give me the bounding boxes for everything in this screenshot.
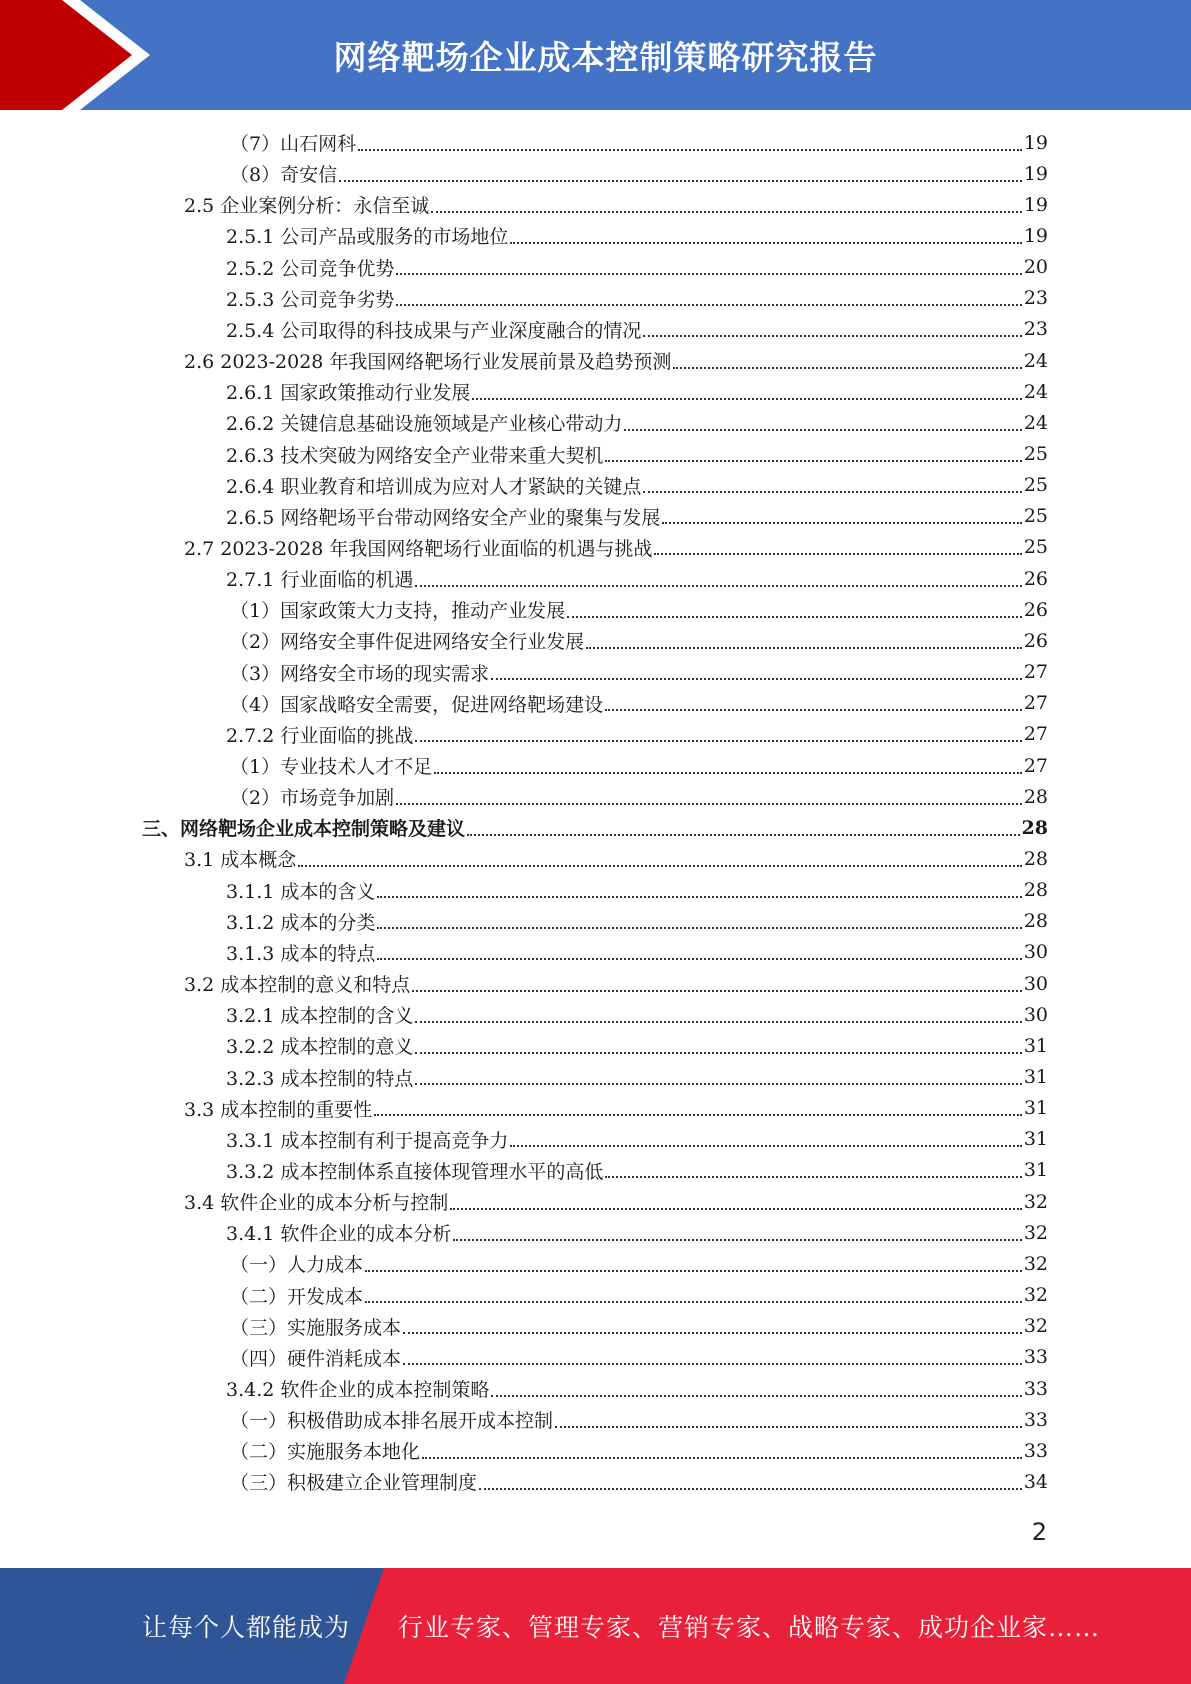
toc-entry-page: 31 [1023, 1159, 1048, 1182]
toc-dot-leader [450, 1208, 1022, 1210]
toc-entry-page: 19 [1023, 193, 1048, 216]
toc-entry[interactable] [230, 750, 1048, 781]
toc-entry-page: 25 [1023, 505, 1048, 528]
toc-dot-leader [358, 149, 1022, 151]
toc-entry[interactable] [184, 345, 1048, 376]
toc-entry-page: 30 [1023, 941, 1048, 964]
toc-dot-leader [431, 211, 1022, 213]
toc-entry[interactable] [230, 158, 1048, 189]
toc-entry-title: 三、网络靶场企业成本控制策略及建议 [142, 818, 466, 841]
footer-slogan-left: 让每个人都能成为 [142, 1613, 351, 1642]
toc-entry[interactable] [226, 906, 1048, 937]
toc-entry[interactable] [230, 688, 1048, 719]
toc-entry-page: 31 [1023, 1066, 1048, 1088]
toc-entry-page: 31 [1023, 1097, 1048, 1120]
toc-entry-title: 2.6.1 国家政策推动行业发展 [226, 382, 471, 405]
toc-dot-leader [396, 803, 1022, 805]
toc-entry-page: 27 [1023, 661, 1048, 684]
toc-dot-leader [396, 304, 1021, 306]
toc-entry-title: （一）人力成本 [230, 1254, 364, 1277]
toc-entry-title: 2.5 企业案例分析：永信至诚 [184, 195, 430, 218]
toc-entry[interactable] [226, 220, 1048, 251]
toc-entry-title: （1）国家政策大力支持，推动产业发展 [230, 600, 566, 623]
toc-dot-leader [643, 335, 1021, 337]
toc-dot-leader [374, 1114, 1022, 1116]
toc-entry[interactable] [226, 1030, 1048, 1061]
toc-entry[interactable] [226, 937, 1048, 968]
toc-dot-leader [491, 1395, 1021, 1397]
toc-entry-page: 23 [1023, 318, 1048, 341]
toc-entry[interactable] [226, 376, 1048, 407]
toc-entry[interactable] [184, 968, 1048, 999]
toc-entry-page: 19 [1023, 224, 1048, 247]
toc-dot-leader [654, 553, 1021, 555]
toc-dot-leader [415, 1021, 1021, 1023]
toc-entry-title: 2.6.4 职业教育和培训成为应对人才紧缺的关键点 [226, 475, 642, 498]
toc-dot-leader [491, 678, 1022, 680]
toc-entry-title: （8）奇安信 [230, 164, 338, 187]
toc-entry-page: 30 [1023, 972, 1048, 995]
toc-entry-title: （2）市场竞争加剧 [230, 787, 395, 810]
toc-dot-leader [434, 772, 1022, 774]
toc-entry-page: 20 [1023, 256, 1048, 279]
toc-entry[interactable] [230, 127, 1048, 158]
toc-entry-title: （四）硬件消耗成本 [230, 1347, 402, 1370]
toc-entry-title: 3.2.1 成本控制的含义 [226, 1005, 414, 1028]
page-number: 2 [1031, 1518, 1047, 1546]
toc-entry-title: （三）积极建立企业管理制度 [230, 1472, 478, 1495]
toc-entry-page: 28 [1023, 879, 1048, 902]
toc-entry-page: 24 [1023, 411, 1048, 434]
toc-entry-title: 3.3.2 成本控制体系直接体现管理水平的高低 [226, 1160, 604, 1183]
toc-entry-title: 3.1.1 成本的含义 [226, 880, 376, 903]
toc-entry[interactable] [184, 532, 1048, 563]
toc-entry-title: 3.2.2 成本控制的意义 [226, 1036, 414, 1059]
toc-entry[interactable] [226, 875, 1048, 906]
toc-dot-leader [662, 522, 1021, 524]
toc-entry[interactable] [230, 1248, 1048, 1279]
toc-dot-leader [365, 1270, 1022, 1272]
toc-entry[interactable] [226, 563, 1048, 594]
toc-entry-page: 31 [1023, 1128, 1048, 1151]
toc-entry-title: 2.6.5 网络靶场平台带动网络安全产业的聚集与发展 [226, 506, 661, 529]
toc-entry-page: 30 [1023, 1003, 1048, 1026]
toc-entry[interactable] [226, 1373, 1048, 1404]
toc-dot-leader [365, 1301, 1022, 1303]
toc-dot-leader [377, 896, 1021, 898]
toc-entry-page: 33 [1023, 1439, 1048, 1462]
toc-entry-page: 24 [1023, 349, 1048, 372]
toc-entry[interactable] [226, 439, 1048, 470]
toc-entry-title: （3）网络安全市场的现实需求 [230, 662, 490, 685]
toc-entry[interactable] [230, 1435, 1048, 1466]
toc-entry-page: 27 [1023, 723, 1048, 746]
toc-entry-title: 2.7.2 行业面临的挑战 [226, 724, 414, 747]
toc-dot-leader [510, 242, 1021, 244]
toc-entry-page: 28 [1023, 847, 1048, 870]
toc-entry-page: 32 [1023, 1190, 1048, 1213]
toc-entry[interactable] [142, 812, 1048, 843]
toc-entry[interactable] [230, 1404, 1048, 1435]
toc-dot-leader [298, 865, 1022, 867]
toc-entry-page: 25 [1023, 443, 1048, 465]
toc-entry-title: 2.6.3 技术突破为网络安全产业带来重大契机 [226, 444, 604, 467]
toc-entry-page: 33 [1023, 1377, 1048, 1400]
toc-entry[interactable] [226, 407, 1048, 438]
toc-entry-title: 2.5.4 公司取得的科技成果与产业深度融合的情况 [226, 319, 642, 342]
toc-entry[interactable] [226, 501, 1048, 532]
toc-entry-page: 26 [1023, 629, 1048, 652]
toc-entry-title: 3.4 软件企业的成本分析与控制 [184, 1192, 449, 1215]
toc-dot-leader [412, 990, 1022, 992]
toc-entry[interactable] [184, 189, 1048, 220]
toc-entry-page: 31 [1023, 1034, 1048, 1057]
toc-entry-page: 33 [1023, 1346, 1048, 1369]
toc-entry-page: 26 [1023, 567, 1048, 590]
toc-entry-title: 3.3.1 成本控制有利于提高竞争力 [226, 1129, 509, 1152]
toc-dot-leader [643, 491, 1021, 493]
toc-entry-page: 24 [1023, 380, 1048, 403]
toc-dot-leader [673, 367, 1021, 369]
toc-entry-title: （二）开发成本 [230, 1285, 364, 1308]
toc-entry-title: （1）专业技术人才不足 [230, 756, 433, 778]
toc-dot-leader [453, 1239, 1021, 1241]
toc-entry-title: 2.7.1 行业面临的机遇 [226, 569, 414, 592]
toc-entry-title: 3.4.1 软件企业的成本分析 [226, 1223, 452, 1246]
toc-entry[interactable] [230, 594, 1048, 625]
toc-dot-leader [567, 616, 1022, 618]
toc-entry-title: （2）网络安全事件促进网络安全行业发展 [230, 631, 585, 654]
toc-dot-leader [403, 1332, 1022, 1334]
toc-dot-leader [586, 647, 1022, 649]
toc-dot-leader [555, 1426, 1022, 1428]
toc-entry[interactable] [230, 1342, 1048, 1373]
toc-entry-page: 34 [1023, 1470, 1048, 1493]
toc-dot-leader [605, 1176, 1021, 1178]
toc-entry[interactable] [230, 1466, 1048, 1497]
toc-entry-title: 3.2 成本控制的意义和特点 [184, 974, 411, 997]
toc-entry-page: 32 [1023, 1284, 1048, 1307]
toc-entry-page: 32 [1023, 1315, 1048, 1338]
toc-entry[interactable] [230, 625, 1048, 656]
toc-entry-title: 2.5.1 公司产品或服务的市场地位 [226, 226, 509, 249]
toc-entry-page: 32 [1023, 1221, 1048, 1244]
toc-entry[interactable] [226, 1124, 1048, 1155]
toc-dot-leader [422, 1457, 1022, 1459]
toc-dot-leader [339, 180, 1022, 182]
toc-entry-page: 23 [1023, 287, 1048, 310]
toc-entry-title: 3.4.2 软件企业的成本控制策略 [226, 1379, 490, 1401]
footer-slogan-right: 行业专家、管理专家、营销专家、战略专家、成功企业家…… [398, 1613, 1101, 1642]
toc-dot-leader [472, 398, 1021, 400]
toc-dot-leader [377, 927, 1021, 929]
toc-entry[interactable] [230, 1311, 1048, 1342]
toc-dot-leader [479, 1488, 1022, 1490]
toc-entry[interactable] [226, 252, 1048, 283]
toc-entry-title: 3.1.3 成本的特点 [226, 942, 376, 965]
toc-entry-title: （4）国家战略安全需要，促进网络靶场建设 [230, 693, 604, 716]
toc-entry[interactable] [184, 1093, 1048, 1124]
toc-dot-leader [624, 429, 1021, 431]
toc-entry[interactable] [184, 843, 1048, 874]
footer-banner [0, 1568, 1191, 1684]
toc-entry-title: （7）山石网科 [230, 133, 357, 155]
toc-entry[interactable] [230, 1280, 1048, 1311]
toc-entry-page: 33 [1023, 1408, 1048, 1431]
toc-entry-page: 25 [1023, 474, 1048, 497]
toc-dot-leader [510, 1145, 1021, 1147]
toc-entry[interactable] [226, 719, 1048, 750]
toc-entry-title: 3.1.2 成本的分类 [226, 911, 376, 934]
toc-entry-title: 2.6 2023-2028 年我国网络靶场行业发展前景及趋势预测 [184, 351, 672, 374]
toc-dot-leader [415, 1083, 1021, 1085]
toc-entry-title: 3.3 成本控制的重要性 [184, 1098, 373, 1121]
toc-entry-page: 28 [1023, 910, 1048, 933]
toc-entry-page: 27 [1023, 692, 1048, 715]
toc-dot-leader [377, 958, 1021, 960]
toc-entry-page: 26 [1023, 598, 1048, 621]
toc-entry[interactable] [184, 1186, 1048, 1217]
toc-entry[interactable] [226, 314, 1048, 345]
toc-dot-leader [415, 585, 1021, 587]
toc-entry-title: （三）实施服务成本 [230, 1316, 402, 1339]
toc-entry-page: 19 [1023, 131, 1048, 154]
toc-entry[interactable] [226, 283, 1048, 314]
toc-entry-page: 32 [1023, 1252, 1048, 1275]
toc-dot-leader [415, 1052, 1021, 1054]
toc-entry[interactable] [226, 1217, 1048, 1248]
report-title: 网络靶场企业成本控制策略研究报告 [333, 37, 878, 77]
toc-dot-leader [396, 273, 1021, 275]
toc-entry-title: 2.5.3 公司竞争劣势 [226, 288, 395, 311]
toc-entry-page: 25 [1023, 536, 1048, 559]
toc-entry[interactable] [230, 781, 1048, 812]
toc-dot-leader [605, 460, 1021, 462]
toc-entry-page: 27 [1023, 754, 1048, 777]
toc-entry-title: 2.6.2 关键信息基础设施领域是产业核心带动力 [226, 413, 623, 436]
toc-entry-title: （一）积极借助成本排名展开成本控制 [230, 1410, 554, 1433]
toc-entry[interactable] [226, 470, 1048, 501]
toc-entry-page: 28 [1023, 785, 1048, 808]
toc-entry-title: 2.5.2 公司竞争优势 [226, 257, 395, 280]
toc-entry[interactable] [226, 1155, 1048, 1186]
toc-entry-page: 28 [1021, 816, 1048, 839]
toc-entry-title: 3.2.3 成本控制的特点 [226, 1067, 414, 1090]
toc-dot-leader [415, 740, 1021, 742]
toc-entry[interactable] [230, 657, 1048, 688]
toc-dot-leader [403, 1363, 1022, 1365]
toc-dot-leader [467, 834, 1020, 836]
toc-entry-title: 3.1 成本概念 [184, 849, 297, 872]
toc-entry[interactable] [226, 999, 1048, 1030]
toc-dot-leader [605, 709, 1022, 711]
toc-entry-title: 2.7 2023-2028 年我国网络靶场行业面临的机遇与挑战 [184, 537, 653, 560]
toc-entry-title: （二）实施服务本地化 [230, 1441, 421, 1464]
toc-entry[interactable] [226, 1062, 1048, 1093]
toc-entry-page: 19 [1023, 162, 1048, 185]
report-header [0, 0, 1191, 110]
